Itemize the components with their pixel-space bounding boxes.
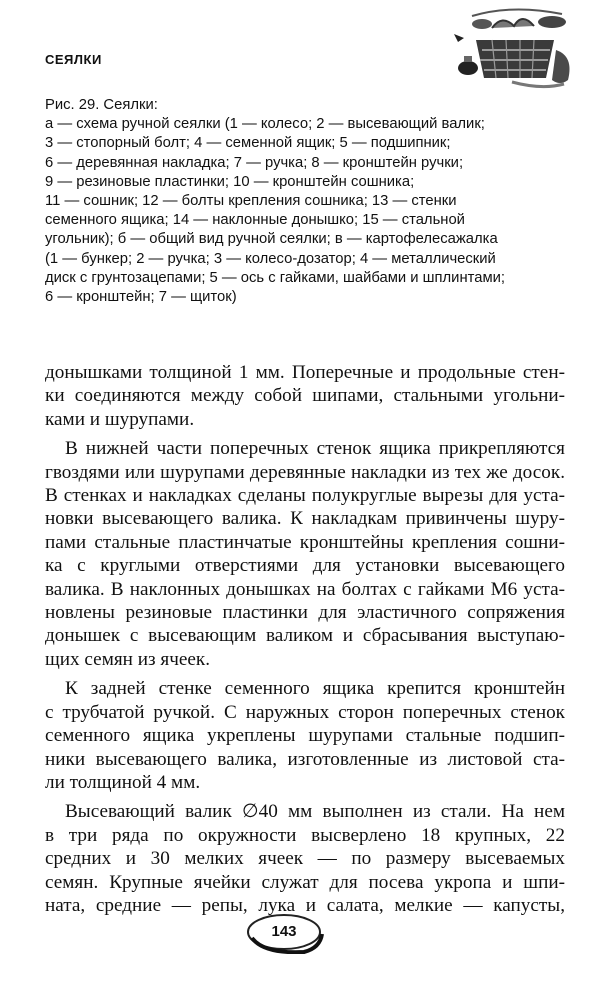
figure-caption-line: 6 — кронштейн; 7 — щиток)	[45, 289, 237, 306]
figure-caption-line: диск с грунтозацепами; 5 — ось с гайками, шайбами и шплинтами;	[45, 269, 506, 286]
figure-caption	[45, 96, 565, 307]
paragraph-line: ки соединяются между собой шипами, стальными угольни-	[45, 385, 565, 407]
figure-caption-line: (1 — бункер; 2 — ручка; 3 — колесо-дозатор; 4 — металлический	[45, 250, 496, 267]
paragraph-line: валика. В наклонных донышках на болтах с гайками М6 уста-	[45, 578, 565, 600]
paragraph-line: ка с круглыми отверстиями для установки высевающего	[45, 555, 565, 577]
paragraph-line: новки высевающего валика. К накладкам привинчены шуру-	[45, 508, 565, 530]
figure-caption-line: угольник); б — общий вид ручной сеялки; в — картофелесажалка	[45, 231, 498, 248]
figure-caption-line: семенного ящика; 14 — наклонные донышко; 15 — стальной	[45, 212, 465, 229]
paragraph-line: Высевающий валик ∅40 мм выполнен из стали. На нем	[65, 801, 565, 823]
paragraph-line: ната, средние — репы, лука и салата, мелкие — капусты,	[45, 894, 565, 916]
page-number: 143	[271, 923, 297, 940]
paragraph-line: пами стальные пластинчатые кронштейны крепления сошни-	[45, 531, 565, 553]
body-text	[45, 361, 565, 923]
paragraph-line: средних и 30 мелких ячеек — по размеру высеваемых	[45, 848, 565, 870]
paragraph-line: ками и шурупами.	[45, 408, 195, 430]
paragraph	[45, 800, 565, 917]
paragraph-line: семян. Крупные ячейки служат для посева укропа и шпи-	[45, 871, 565, 893]
paragraph-line: донышками толщиной 1 мм. Поперечные и продольные стен-	[45, 362, 565, 383]
paragraph-line: в три ряда по окружности высверлено 18 крупных, 22	[45, 824, 565, 846]
paragraph-line: гвоздями или шурупами деревянные накладки из тех же досок.	[45, 461, 565, 483]
paragraph-line: ли толщиной 4 мм.	[45, 771, 201, 793]
paragraph-line: К задней стенке семенного ящика крепится кронштейн	[65, 678, 565, 700]
figure-caption-line: 11 — сошник; 12 — болты крепления сошника; 13 — стенки	[45, 193, 457, 210]
figure-caption-line: 3 — стопорный болт; 4 — семенной ящик; 5 — подшипник;	[45, 135, 451, 152]
page-number-badge	[244, 910, 324, 954]
paragraph	[45, 361, 565, 431]
paragraph-line: семенного ящика укреплены шурупами стальные подшип-	[45, 725, 565, 747]
paragraph-line: ники высевающего валика, изготовленные из листовой ста-	[45, 748, 565, 770]
paragraph-line: щих семян из ячеек.	[45, 648, 211, 670]
garden-basket-icon	[452, 6, 578, 90]
paragraph-line: с трубчатой ручкой. С наружных сторон поперечных стенок	[45, 701, 565, 723]
figure-caption-line: а — схема ручной сеялки (1 — колесо; 2 — высевающий валик;	[45, 116, 485, 133]
paragraph-line: В нижней части поперечных стенок ящика прикрепляются	[65, 438, 565, 460]
paragraph	[45, 437, 565, 671]
paragraph-line: новлены резиновые пластинки для эластичного сопряжения	[45, 602, 565, 624]
figure-caption-line: 9 — резиновые пластинки; 10 — кронштейн сошника;	[45, 173, 415, 190]
paragraph-line: В стенках и накладках сделаны полукруглые вырезы для уста-	[45, 485, 565, 507]
figure-caption-title: Рис. 29. Сеялки:	[45, 97, 158, 113]
figure-caption-line: 6 — деревянная накладка; 7 — ручка; 8 — кронштейн ручки;	[45, 154, 464, 171]
paragraph-line: донышек с высевающим валиком и сбрасывания выступаю-	[45, 625, 565, 647]
section-title: СЕЯЛКИ	[45, 52, 102, 67]
paragraph	[45, 677, 565, 794]
